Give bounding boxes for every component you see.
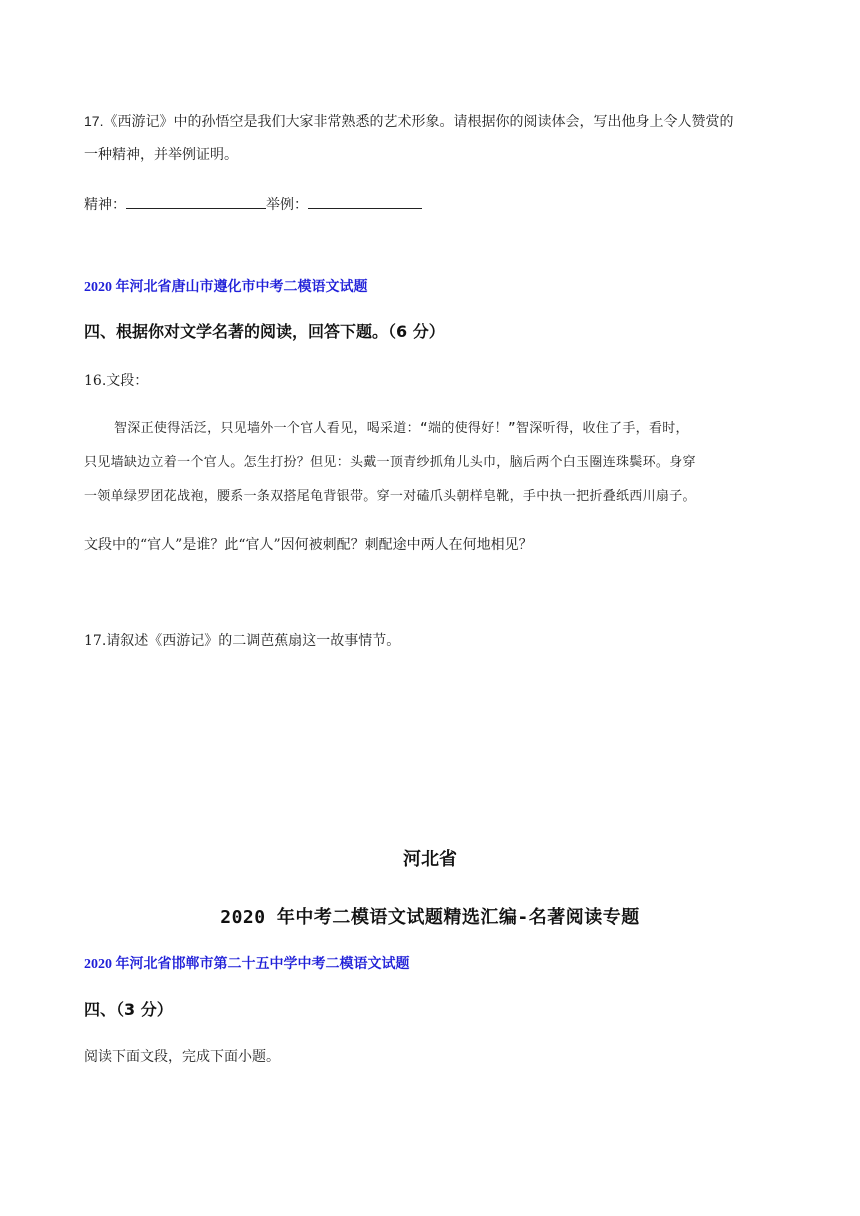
section-heading-handan: 四、（3 分） xyxy=(84,1000,173,1019)
spirit-label: 精神： xyxy=(84,197,126,213)
q17-answer-line xyxy=(84,194,422,215)
example-label: 举例： xyxy=(266,197,308,213)
passage-line-3: 一领单绿罗团花战袍，腰系一条双搭尾龟背银带。穿一对磕爪头朝样皂靴，手中执一把折叠纸西川扇子。 xyxy=(84,489,696,504)
source-title-tangshan: 2020 年河北省唐山市遵化市中考二模语文试题 xyxy=(84,280,368,295)
q17-line1 xyxy=(84,111,733,132)
example-answer-blank[interactable] xyxy=(308,194,422,209)
q17-text-line1: 《西游记》中的孙悟空是我们大家非常熟悉的艺术形象。请根据你的阅读体会，写出他身上令人赞赏的 xyxy=(103,114,734,130)
instruction-text: 阅读下面文段，完成下面小题。 xyxy=(84,1049,280,1065)
compilation-title-main: 2020 年中考二模语文试题精选汇编-名著阅读专题 xyxy=(220,907,640,928)
spirit-answer-blank[interactable] xyxy=(126,194,266,209)
q16-label: 16.文段： xyxy=(84,373,149,389)
q17-line2: 一种精神，并举例证明。 xyxy=(84,147,238,163)
passage-line-2: 只见墙缺边立着一个官人。怎生打扮？但见：头戴一顶青纱抓角儿头巾，脑后两个白玉圈连珠鬓环。身穿 xyxy=(84,455,696,470)
q17-number: 17. xyxy=(84,113,104,129)
compilation-title-province: 河北省 xyxy=(403,849,457,870)
q16-question: 文段中的“官人”是谁？此“官人”因何被刺配？刺配途中两人在何地相见？ xyxy=(84,537,533,553)
section-heading-tangshan: 四、根据你对文学名著的阅读，回答下题。（6 分） xyxy=(84,322,445,341)
q17-bajiaoshan: 17.请叙述《西游记》的二调芭蕉扇这一故事情节。 xyxy=(84,633,401,649)
passage-line-1: 智深正使得活泛，只见墙外一个官人看见，喝采道：“端的使得好！”智深听得，收住了手，看时， xyxy=(114,421,689,436)
source-title-handan: 2020 年河北省邯郸市第二十五中学中考二模语文试题 xyxy=(84,957,410,972)
